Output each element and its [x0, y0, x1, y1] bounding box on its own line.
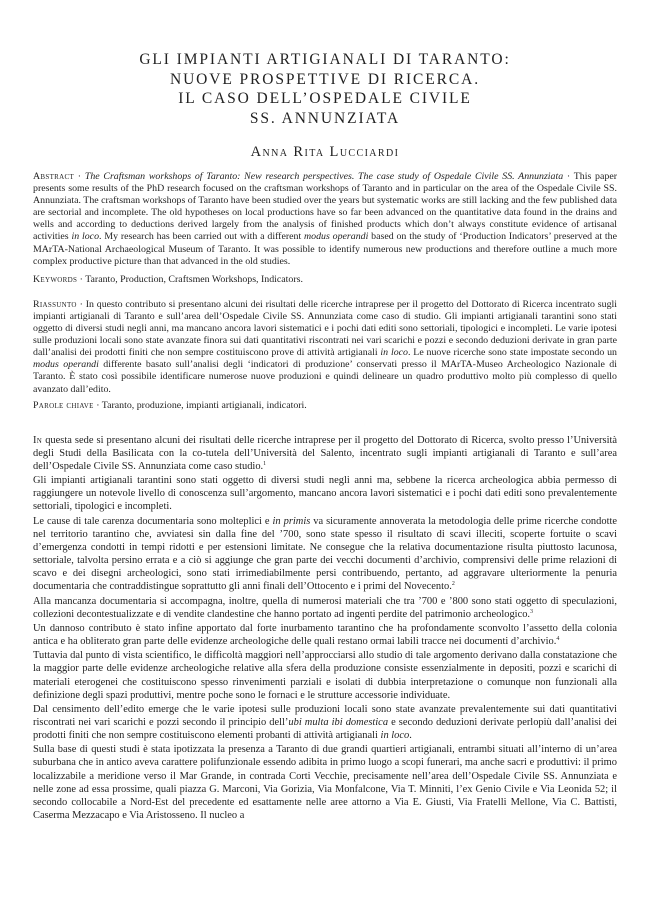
keywords [33, 274, 617, 286]
author-name: Anna Rita Lucciardi [250, 144, 400, 160]
body-paragraph-7-text-b: e secondo deduzioni derivate perlopiù dall’analisi dei prodotti finiti che non sempre costituiscono elementi probanti di attività artigianali [33, 716, 618, 742]
keywords-text: · Taranto, Production, Craftsmen Workshops, Indicators. [77, 273, 303, 285]
abstract [33, 171, 617, 268]
body-paragraph-5 [33, 622, 617, 648]
body-paragraph-3 [33, 515, 617, 594]
riassunto [33, 299, 617, 396]
body-text [33, 434, 617, 823]
abstract-english-title: The Craftsman workshops of Taranto: New research perspectives. The case study of Ospedale Civile SS. Annunziata [84, 171, 564, 182]
parole-chiave-text: · Taranto, produzione, impianti artigianali, indicatori. [93, 399, 307, 411]
abstract-italic-modus: modus operandi [304, 231, 369, 243]
body-paragraph-7-text-a: Dal censimento dell’edito emerge che le varie ipotesi sulle produzioni locali sono state avanzate prevalentemente sui dati quantitativi riscontrati nei vari scarichi e pozzi secondo il principio dell’ [33, 703, 617, 728]
abstract-text-b: . My research has been carried out with a different [99, 231, 305, 243]
body-paragraph-3-text-a: Le cause di tale carenza documentaria sono molteplici e [33, 515, 273, 527]
riassunto-italic-modus: modus operandi [33, 359, 99, 371]
footnote-ref-2[interactable]: 2 [451, 581, 455, 588]
body-paragraph-4-text: Alla mancanza documentaria si accompagna, inoltre, quella di numerosi materiali che tra ’700 e ’800 sono stati oggetto di speculazioni, collezioni decontestualizzate e di vendite clandestine che hanno portato ad ingenti perdite del patrimonio archeologico. [33, 595, 617, 620]
title-line-3: IL CASO DELL’OSPEDALE CIVILE [178, 90, 472, 107]
riassunto-label: Riassunto [33, 298, 77, 310]
body-paragraph-8: Sulla base di questi studi è stata ipotizzata la presenza a Taranto di due grandi quartieri artigianali, entrambi situati all’interno di un’area suburbana che in antico aveva carattere polifunzionale essendo adibita in primo luogo a scopi funerari, ma anche sacri e produttivi: il primo localizzabile a meridione verso il Mar Grande, in contrada Corti Vecchie, precisamente nell’area dell’Ospedale Civile SS. Annunziata e nelle zone ad essa prossime, quali piazza G. Marconi, Via Gorizia, Via Monfalcone, Via T. Minniti, l’ex Genio Civile e Via Leonida 52; il secondo collocabile a Nord-Est del precedente ed esattamente nelle aree attorno a Via E. Giusti, Via Fratelli Mellone, Via C. Battisti, Caserma Mezzacapo e Via Aristosseno. Il nucleo a [33, 744, 617, 822]
body-paragraph-7 [33, 703, 617, 742]
footnote-ref-1[interactable]: 1 [263, 461, 267, 467]
body-paragraph-1 [33, 434, 617, 473]
riassunto-text-c: differente basato sull’analisi degli ‘indicatori di produzione’ conservati presso il MArTA-Museo Archeologico Nazionale di Taranto. È stato così possibile identificare numerose nuove produzioni e quindi delineare un quadro produttivo molto più complesso di quello avanzato dall’edito. [33, 359, 617, 395]
abstract-label: Abstract [33, 171, 75, 182]
riassunto-text-a: · In questo contributo si presentano alcuni dei risultati delle ricerche intraprese per il progetto del Dottorato di Ricerca incentrato sugli impianti artigianali di Taranto e sull’area dell’Ospedale Civile SS. Annunziata come caso di studio. Gli impianti artigianali tarantini sono stati oggetto di diversi studi negli anni, ma mancano ancora lavori sistematici e i pochi dati editi sono settoriali, tipologici e incompleti. Le varie ipotesi sulle produzioni locali sono state avanzate finora sui dati quantitativi riscontrati nei vari scarichi e pozzi e secondo deduzioni derivate in gran parte dall’analisi dei prodotti finiti che non sempre costituiscono prove di attività artigianali [33, 298, 617, 359]
body-paragraph-5-text: Un dannoso contributo è stato infine apportato dal forte inurbamento tarantino che ha profondamente sconvolto l’assetto della colonia antica e ha obliterato gran parte delle evidenze archeologiche delle quali restano ormai labili tracce nei documenti d’archivio. [33, 622, 617, 648]
body-paragraph-7-italic-2: in loco [380, 730, 410, 742]
body-paragraph-3-text-b: va sicuramente annoverata la metodologia delle prime ricerche condotte nel territorio tarantino che, avviatesi sin dalla fine del ’700, sono state spesso il risultato di scavi illeciti, scoperte fortuite o scavi d’emergenza condotti in tempi ridotti e per estensioni limitate. Ne consegue che la relativa documentazione risulta piuttosto lacunosa, settoriale, talvolta persino errata e a ciò si aggiunge che gran parte dei vecchi documenti d’archivio, comprensivi delle prime relazioni di scavo e dei disegni archeologici, sono stati irrimediabilmente persi contribuendo, pertanto, ad aggravare ulteriormente la penuria documentaria che contraddistingue soprattutto gli anni finali dell’Ottocento e i primi del Novecento. [33, 515, 618, 593]
body-paragraph-2: Gli impianti artigianali tarantini sono stati oggetto di diversi studi negli anni ma, sebbene la ricerca archeologica abbia permesso di raggiungere un notevole livello di conoscenza sull’argomento, mancano ancora lavori sistematici e i pochi dati editi sono prevalentemente settoriali, tipologici e incompleti. [33, 475, 617, 513]
parole-chiave [33, 400, 617, 412]
body-lead-in: In [33, 434, 43, 446]
footnote-ref-3[interactable]: 3 [530, 608, 534, 615]
body-paragraph-3-italic: in primis [272, 515, 311, 527]
title-line-4: SS. ANNUNZIATA [249, 109, 401, 127]
body-paragraph-4 [33, 595, 617, 621]
abstract-text-c: based on the study of ‘Production Indicators’ preserved at the MArTA-National Archaeological Museum of Taranto. It was possible to identify numerous new productions and therefore outline a much more complex productive picture than that advanced in the old studies. [33, 231, 617, 267]
article-title [33, 50, 617, 128]
abstract-text-a: · This paper presents some results of the PhD research focused on the craftsman workshops of Taranto and in particular on the area of the Ospedale Civile SS. Annunziata. The craftsman workshops of Taranto have been studied over the years but systematic works are still lacking and the few published data are sectorial and incomplete. The old hypotheses on local productions have so far been advanced on the quantitative data found in the drains and wells and according to deductions derived largely from the analysis of finished products which don’t always constitute evidence of artisanal activities [33, 171, 617, 243]
riassunto-text-b: . Le nuove ricerche sono state impostate secondo un [407, 347, 617, 359]
title-line-2: NUOVE PROSPETTIVE DI RICERCA. [170, 70, 480, 88]
parole-chiave-label: Parole chiave [33, 399, 94, 411]
body-paragraph-6: Tuttavia dal punto di vista scientifico, le difficoltà maggiori nell’approcciarsi allo studio di tale argomento derivano dalla constatazione che la maggior parte delle evidenze archeologiche relative alla sfera della produzione consiste essenzialmente in depositi, pozzi e scarichi di materiali eterogenei che costituiscono spesso rinvenimenti parziali e isolati di dubbia interpretazione o comunque non funzionali alla definizione degli spazi produttivi, mentre poche sono le fornaci e le strutture accessorie individuate. [33, 650, 617, 701]
body-paragraph-7-text-c: . [409, 730, 412, 742]
body-paragraph-7-italic-1: ubi multa ibi domestica [288, 716, 389, 728]
keywords-label: Keywords [33, 273, 78, 285]
abstract-sep: · [74, 171, 85, 182]
article-page [33, 50, 617, 823]
riassunto-italic-inloco: in loco [380, 347, 408, 359]
body-paragraph-1-text: questa sede si presentano alcuni dei risultati delle ricerche intraprese per il progetto del Dottorato di Ricerca, svolto presso l’Università degli Studi della Basilicata con la co-tutela dell’Università del Salento, incentrato sugli impianti artigianali di Taranto e sull’area dell’Ospedale Civile SS. Annunziata come caso studio. [33, 434, 617, 472]
abstract-italic-inloco: in loco [71, 231, 100, 243]
title-line-1: GLI IMPIANTI ARTIGIANALI DI TARANTO: [139, 51, 511, 68]
footnote-ref-4[interactable]: 4 [556, 636, 560, 643]
